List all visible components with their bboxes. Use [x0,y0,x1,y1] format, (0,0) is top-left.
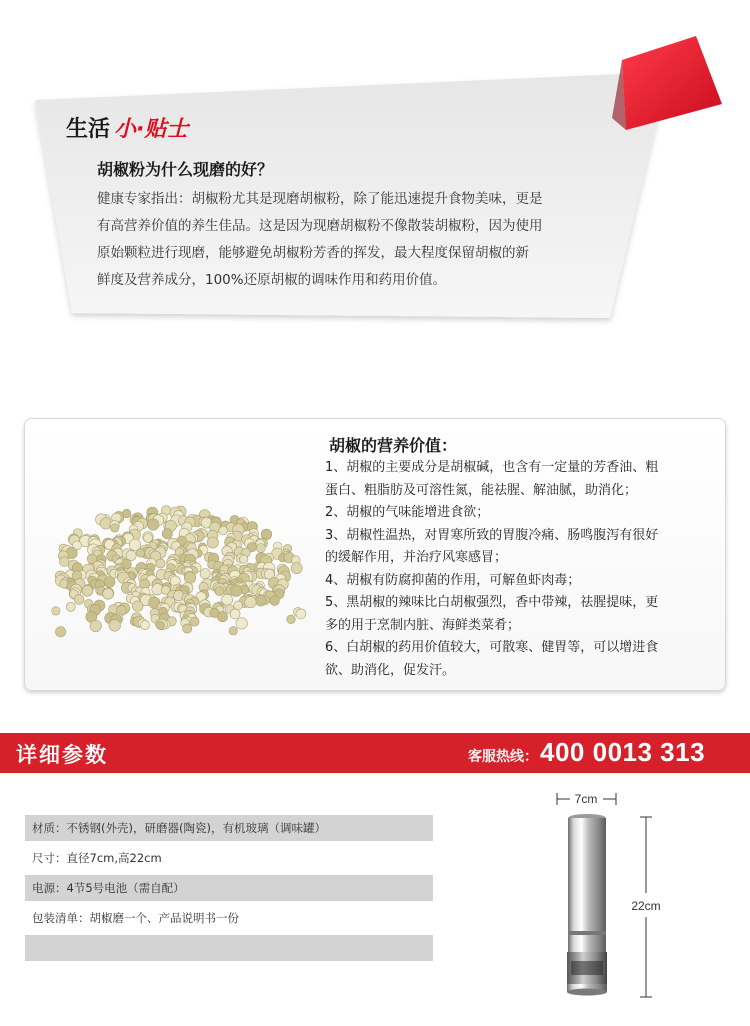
peppercorn [234,601,243,610]
red-ribbon-corner [622,36,722,130]
peppercorn [111,524,119,532]
tips-title-part1: 生活 [66,117,111,142]
spec-row-empty [25,935,433,961]
width-dimension [557,792,616,806]
peppercorn [184,572,195,583]
tips-body [97,186,597,294]
height-dimension [631,817,660,997]
peppercorn [140,620,149,629]
nutrition-title: 胡椒的营养价值： [329,436,458,455]
peppercorn [291,563,302,574]
spec-row-material: 材质：不锈钢(外壳)，研磨器(陶瓷)，有机玻璃（调味罐） [25,815,433,841]
nutrition-line: 5、黑胡椒的辣味比白胡椒强烈，香中带辣，祛腥提味，更 [325,595,659,610]
peppercorn [148,519,159,530]
grinder-body [567,814,607,996]
detail-title: 详细参数 [16,743,108,767]
nutrition-line: 蛋白、粗脂肪及可溶性氮，能祛腥、解油腻，助消化； [325,482,638,498]
peppercorn [156,559,165,568]
nutrition-line: 2、胡椒的气味能增进食欲； [325,505,490,520]
white-pepper-image [33,479,323,639]
spec-row-size: 尺寸：直径7cm,高22cm [32,851,162,865]
tips-background-shape [0,0,750,360]
peppercorn [230,609,240,619]
peppercorn [109,620,121,632]
peppercorn [144,534,153,543]
peppercorn [100,518,111,529]
nutrition-line: 多的用于烹制内脏、海鲜类菜肴； [325,617,521,633]
tips-question: 胡椒粉为什么现磨的好？ [97,160,274,179]
peppercorn [129,539,140,550]
width-label: 7cm [574,792,598,806]
spec-row-power: 电源：4节5号电池（需自配） [25,875,433,901]
peppercorn [255,595,266,606]
tips-line: 原始颗粒进行现磨，能够避免胡椒粉芳香的挥发，最大程度保留胡椒的新 [97,245,529,261]
nutrition-line: 的缓解作用，并治疗风寒感冒； [325,550,508,565]
tips-title [66,112,188,143]
peppercorn [90,620,101,631]
tips-line: 鲜度及营养成分，100%还原胡椒的调味作用和药用价值。 [97,272,447,288]
peppercorn [296,609,306,619]
peppercorn [215,587,224,596]
peppercorn [287,615,296,624]
peppercorn [217,612,227,622]
peppercorn [229,627,237,635]
nutrition-line: 3、胡椒性温热，对胃寒所致的胃腹冷痛、肠鸣腹泻有很好 [325,527,659,543]
pepper-grinder-image [540,785,680,1000]
tips-line: 健康专家指出：胡椒粉尤其是现磨胡椒粉，除了能迅速提升食物美味，更是 [97,191,543,207]
nutrition-line: 1、胡椒的主要成分是胡椒碱，也含有一定量的芳香油、粗 [325,460,659,475]
hotline-number: 400 0013 313 [540,737,706,767]
peppercorn [132,601,143,612]
height-label: 22cm [631,899,661,913]
peppercorn [219,526,228,535]
peppercorn [162,529,172,539]
nutrition-box [24,418,726,691]
peppercorn [66,602,75,611]
peppercorn [270,596,280,606]
peppercorn [56,627,66,637]
peppercorn [82,585,93,596]
peppercorn [59,557,69,567]
nutrition-line: 6、白胡椒的药用价值较大，可散寒、健胃等，可以增进食 [325,640,659,655]
nutrition-line: 4、胡椒有防腐抑菌的作用，可解鱼虾肉毒； [325,572,581,588]
tips-title-part2: 小·贴士 [114,117,189,142]
peppercorn [240,555,248,563]
nutrition-list [325,457,717,682]
nutrition-line: 欲、助消化，促发汗。 [325,662,456,678]
peppercorn [156,621,165,630]
peppercorn [200,569,210,579]
peppercorn [183,624,192,633]
peppercorn [52,607,60,615]
detail-header-bar [0,733,750,773]
peppercorn [74,595,84,605]
peppercorn [245,596,256,607]
peppercorn [207,537,218,548]
peppercorn [236,618,247,629]
spec-row-package: 包装清单：胡椒磨一个、产品说明书一份 [32,911,239,925]
hotline-label: 客服热线： [468,749,538,765]
peppercorn [103,588,114,599]
peppercorn [104,577,115,588]
peppercorn [256,544,265,553]
peppercorn [190,617,199,626]
tips-banner [0,0,750,360]
peppercorn [230,585,241,596]
peppercorn [136,549,144,557]
tips-line: 有高营养价值的养生佳品。这是因为现磨胡椒粉不像散装胡椒粉，因为使用 [97,218,543,234]
